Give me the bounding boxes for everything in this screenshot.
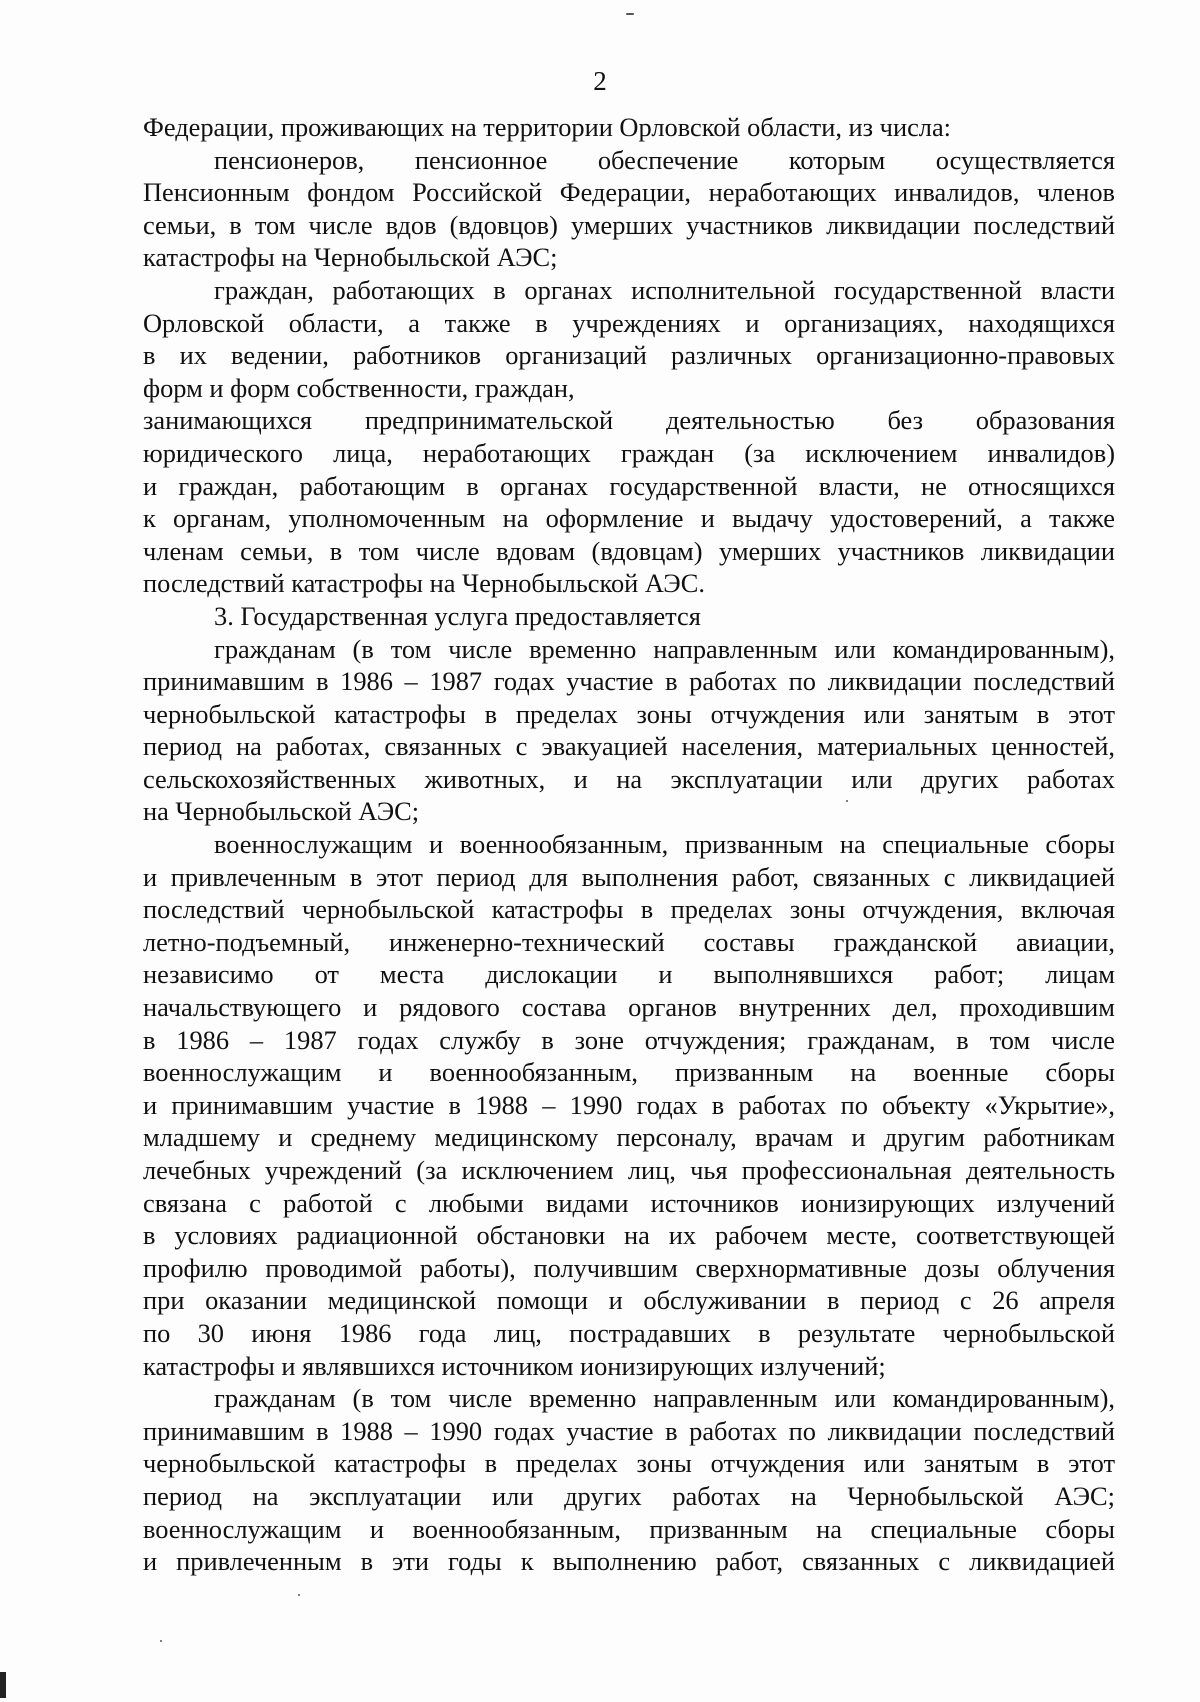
- text-line: семьи, в том числе вдов (вдовцов) умерших участников ликвидации последствий: [143, 209, 1115, 240]
- text-line: чернобыльской катастрофы в пределах зоны отчуждения или занятым в этот: [143, 698, 1115, 729]
- text-line: юридического лица, неработающих граждан (за исключением инвалидов): [143, 437, 1115, 468]
- page-number: 2: [593, 66, 607, 96]
- text-line: период на эксплуатации или других работах на Чернобыльской АЭС;: [143, 1480, 1115, 1511]
- text-line: граждан, работающих в органах исполнительной государственной власти: [214, 274, 1115, 305]
- text-line: катастрофы на Чернобыльской АЭС;: [143, 242, 558, 273]
- text-line: военнослужащим и военнообязанным, призванным на специальные сборы: [143, 1513, 1115, 1544]
- text-line: Орловской области, а также в учреждениях и организациях, находящихся: [143, 307, 1115, 338]
- text-line: лечебных учреждений (за исключением лиц, чья профессиональная деятельность: [143, 1155, 1115, 1185]
- text-line: независимо от места дислокации и выполнявшихся работ; лицам: [143, 959, 1115, 990]
- text-line: в их ведении, работников организаций различных организационно-правовых: [143, 340, 1115, 371]
- text-line: гражданам (в том числе временно направленным или командированным),: [214, 633, 1115, 664]
- scan-dust: [846, 800, 848, 802]
- text-line: занимающихся предпринимательской деятельностью без образования: [143, 405, 1115, 436]
- scan-edge-mark: [0, 1672, 6, 1698]
- text-line: принимавшим в 1988 – 1990 годах участие в работах по ликвидации последствий: [143, 1415, 1115, 1446]
- text-line: военнослужащим и военнообязанным, призванным на военные сборы: [143, 1057, 1115, 1088]
- text-line: катастрофы и являвшихся источником ионизирующих излучений;: [143, 1350, 886, 1381]
- text-line: Федерации, проживающих на территории Орловской области, из числа:: [143, 112, 952, 142]
- text-line: последствий катастрофы на Чернобыльской АЭС.: [143, 568, 705, 599]
- text-line: начальствующего и рядового состава органов внутренних дел, проходившим: [143, 992, 1115, 1023]
- body-text: [143, 111, 1115, 1578]
- scan-dust: [160, 1640, 162, 1642]
- scan-dust: [626, 13, 634, 15]
- text-line: младшему и среднему медицинскому персоналу, врачам и другим работникам: [143, 1122, 1115, 1153]
- text-line: и привлеченным в эти годы к выполнению работ, связанных с ликвидацией: [143, 1546, 1115, 1577]
- text-line: связана с работой с любыми видами источников ионизирующих излучений: [143, 1187, 1115, 1218]
- text-line: 3. Государственная услуга предоставляется: [214, 600, 701, 631]
- text-line: форм и форм собственности, граждан,: [143, 372, 575, 403]
- text-line: в 1986 – 1987 годах службу в зоне отчуждения; гражданам, в том числе: [143, 1024, 1115, 1055]
- text-line: по 30 июня 1986 года лиц, пострадавших в результате чернобыльской: [143, 1317, 1115, 1348]
- text-line: военнослужащим и военнообязанным, призванным на специальные сборы: [214, 829, 1115, 860]
- text-line: к органам, уполномоченным на оформление и выдачу удостоверений, а также: [143, 503, 1115, 534]
- text-line: членам семьи, в том числе вдовам (вдовцам) умерших участников ликвидации: [143, 535, 1115, 566]
- text-line: принимавшим в 1986 – 1987 годах участие в работах по ликвидации последствий: [143, 666, 1115, 697]
- text-line: сельскохозяйственных животных, и на эксплуатации или других работах: [143, 763, 1115, 794]
- text-line: гражданам (в том числе временно направленным или командированным),: [214, 1383, 1115, 1414]
- text-line: последствий чернобыльской катастрофы в пределах зоны отчуждения, включая: [143, 894, 1115, 925]
- text-line: Пенсионным фондом Российской Федерации, неработающих инвалидов, членов: [143, 177, 1115, 208]
- scan-dust: [298, 1594, 300, 1596]
- text-line: при оказании медицинской помощи и обслуживании в период с 26 апреля: [143, 1285, 1115, 1316]
- text-line: пенсионеров, пенсионное обеспечение которым осуществляется: [214, 144, 1115, 175]
- text-line: и принимавшим участие в 1988 – 1990 годах в работах по объекту «Укрытие»,: [143, 1089, 1115, 1120]
- text-line: летно-подъемный, инженерно-технический составы гражданской авиации,: [143, 926, 1115, 957]
- text-line: в условиях радиационной обстановки на их рабочем месте, соответствующей: [143, 1220, 1115, 1251]
- text-line: чернобыльской катастрофы в пределах зоны отчуждения или занятым в этот: [143, 1448, 1115, 1479]
- text-line: профилю проводимой работы), получившим сверхнормативные дозы облучения: [143, 1252, 1115, 1283]
- text-line: период на работах, связанных с эвакуацией населения, материальных ценностей,: [143, 731, 1115, 762]
- text-line: и привлеченным в этот период для выполнения работ, связанных с ликвидацией: [143, 861, 1115, 892]
- text-line: на Чернобыльской АЭС;: [143, 796, 420, 827]
- text-line: и граждан, работающим в органах государственной власти, не относящихся: [143, 470, 1115, 501]
